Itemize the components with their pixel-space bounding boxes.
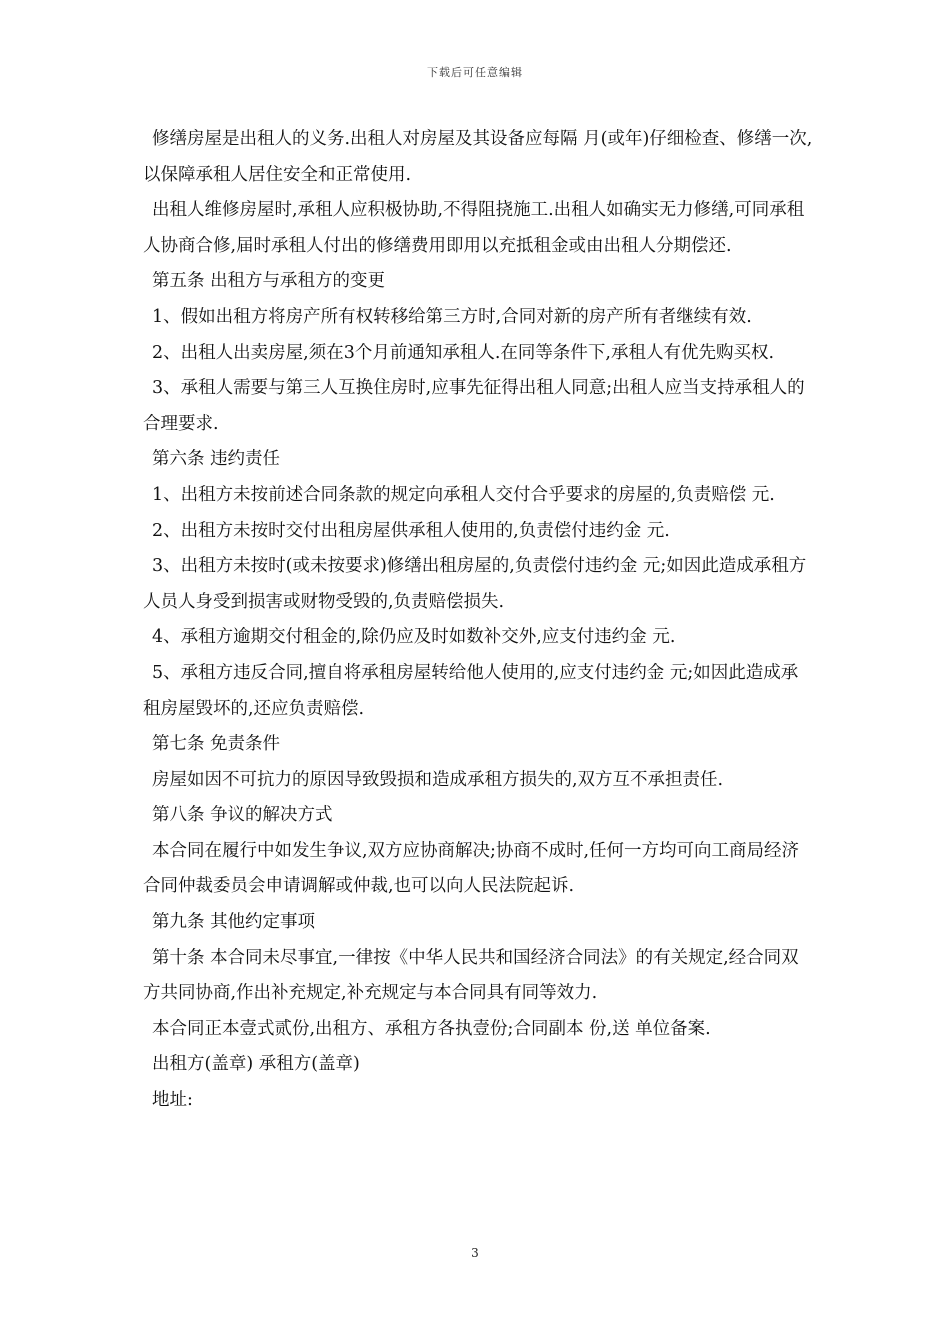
copies-clause: 本合同正本壹式贰份,出租方、承租方各执壹份;合同副本 份,送 单位备案.	[152, 1018, 711, 1039]
article-6-item-3: 3、出租方未按时(或未按要求)修缮出租房屋的,负责偿付违约金 元;如因此造成承租方人员人身受到损害或财物受毁的,负责赔偿损失.	[143, 556, 807, 612]
article-5-item-3: 3、承租人需要与第三人互换住房时,应事先征得出租人同意;出租人应当支持承租人的合理要求.	[143, 378, 805, 434]
article-9-heading: 第九条 其他约定事项	[152, 912, 316, 933]
article-5-item-2: 2、出租人出卖房屋,须在3个月前通知承租人.在同等条件下,承租人有优先购买权.	[152, 342, 775, 363]
article-10-body: 第十条 本合同未尽事宜,一律按《中华人民共和国经济合同法》的有关规定,经合同双方共同协商,作出补充规定,补充规定与本合同具有同等效力.	[143, 947, 799, 1004]
article-5-item-1: 1、假如出租方将房产所有权转移给第三方时,合同对新的房产所有者继续有效.	[152, 306, 752, 327]
article-7-heading: 第七条 免责条件	[152, 734, 281, 755]
article-6-item-5: 5、承租方违反合同,擅自将承租房屋转给他人使用的,应支付违约金 元;如因此造成承租房屋毁坏的,还应负责赔偿.	[143, 662, 799, 719]
signature-line: 出租方(盖章) 承租方(盖章)	[152, 1054, 360, 1075]
address-line: 地址:	[152, 1090, 193, 1111]
article-6-item-2: 2、出租方未按时交付出租房屋供承租人使用的,负责偿付违约金 元.	[152, 520, 670, 541]
paragraph-repair-cooperation: 出租人维修房屋时,承租人应积极协助,不得阻挠施工.出租人如确实无力修缮,可同承租人协商合修,届时承租人付出的修缮费用即用以充抵租金或由出租人分期偿还.	[143, 200, 805, 256]
article-6-item-4: 4、承租方逾期交付租金的,除仍应及时如数补交外,应支付违约金 元.	[152, 627, 676, 648]
article-8-heading: 第八条 争议的解决方式	[152, 805, 333, 826]
article-8-body: 本合同在履行中如发生争议,双方应协商解决;协商不成时,任何一方均可向工商局经济合同仲裁委员会申请调解或仲裁,也可以向人民法院起诉.	[143, 840, 800, 897]
paragraph-repair-obligation: 修缮房屋是出租人的义务.出租人对房屋及其设备应每隔 月(或年)仔细检查、修缮一次,以保障承租人居住安全和正常使用.	[143, 129, 813, 185]
article-6-item-1: 1、出租方未按前述合同条款的规定向承租人交付合乎要求的房屋的,负责赔偿 元.	[152, 484, 775, 505]
page-number: 3	[471, 1246, 479, 1260]
page-header-note: 下载后可任意编辑	[427, 66, 523, 79]
document-body	[143, 122, 815, 1119]
article-6-heading: 第六条 违约责任	[152, 449, 281, 470]
article-5-heading: 第五条 出租方与承租方的变更	[152, 271, 386, 292]
article-7-body: 房屋如因不可抗力的原因导致毁损和造成承租方损失的,双方互不承担责任.	[152, 769, 724, 790]
